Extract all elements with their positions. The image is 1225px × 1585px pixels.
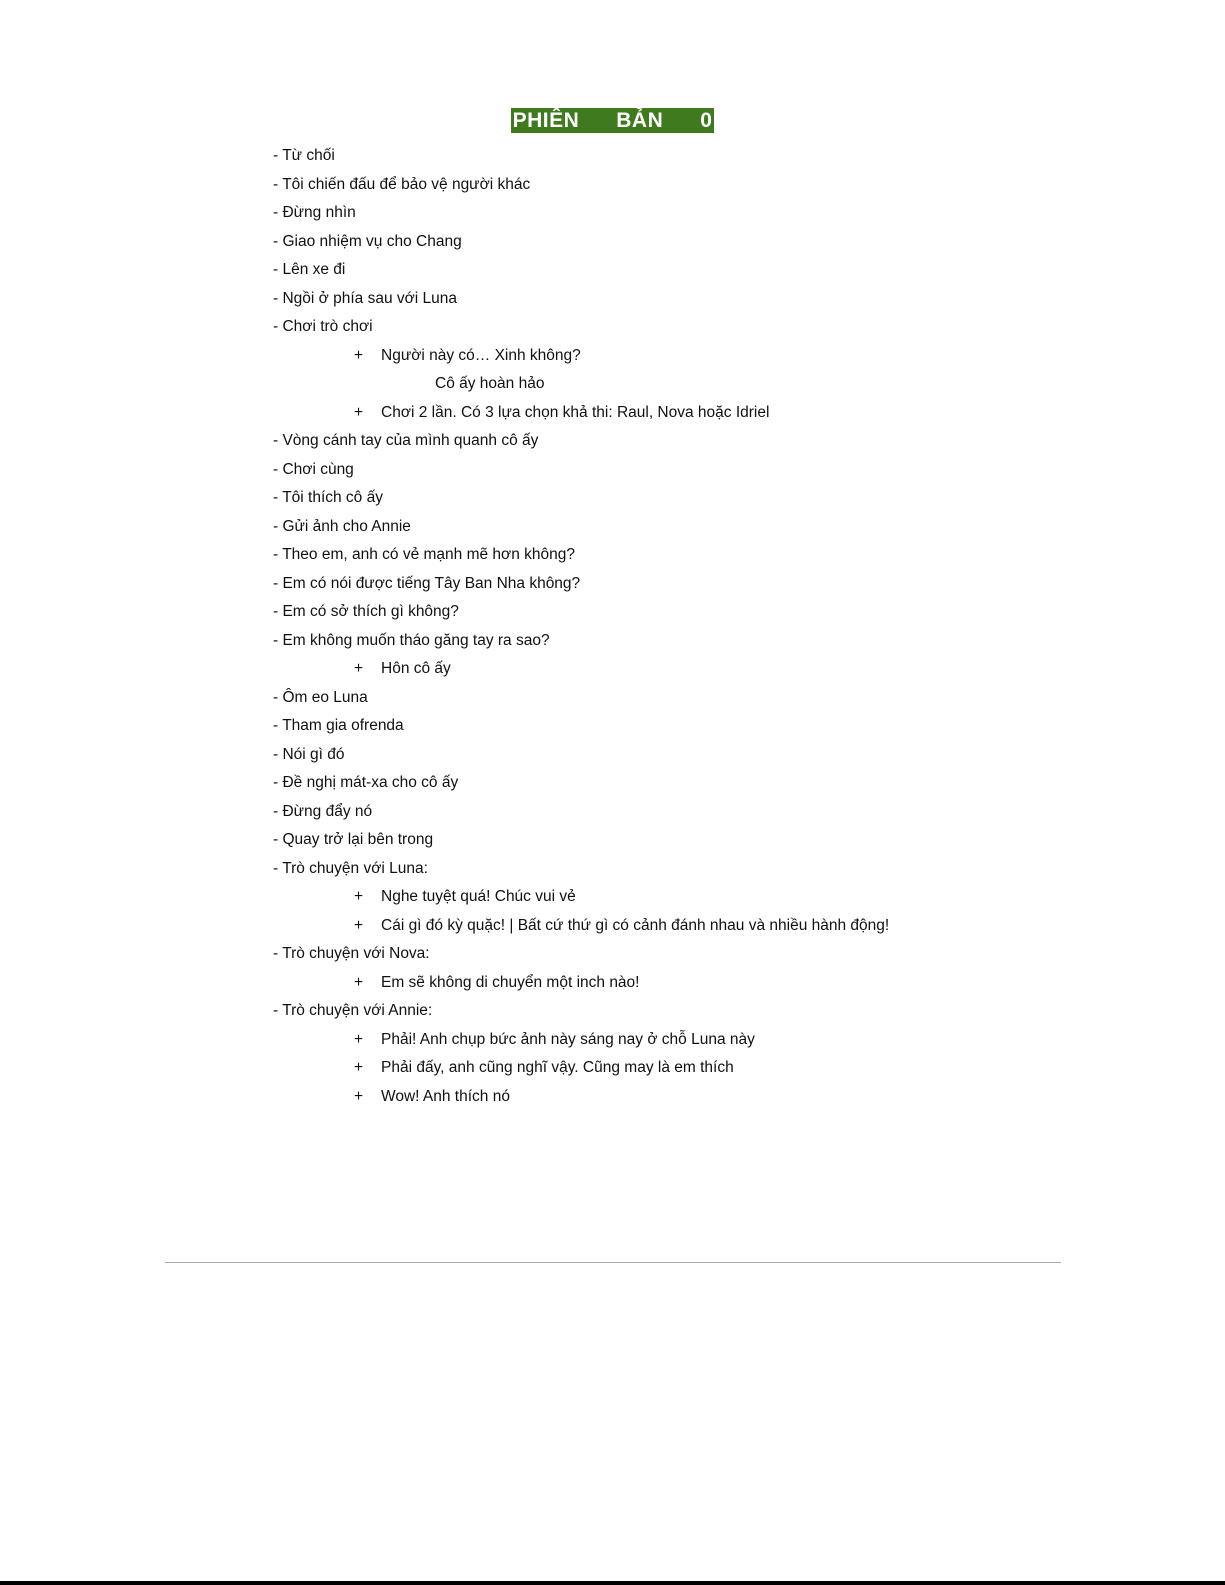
line-text: Phải! Anh chụp bức ảnh này sáng nay ở chỗ Luna này	[381, 1030, 755, 1048]
script-line	[0, 142, 1225, 171]
line-text: Nghe tuyệt quá! Chúc vui vẻ	[381, 888, 576, 905]
line-text: - Gửi ảnh cho Annie	[273, 517, 411, 535]
line-text: - Đề nghị mát-xa cho cô ấy	[273, 774, 459, 791]
line-text: Wow! Anh thích nó	[381, 1087, 510, 1105]
script-note	[0, 370, 1225, 399]
line-text: - Đừng nhìn	[273, 204, 356, 221]
script-line	[0, 285, 1225, 314]
line-text: - Quay trở lại bên trong	[273, 831, 434, 848]
plus-bullet: +	[354, 973, 364, 991]
script-line	[0, 741, 1225, 770]
line-text: - Tham gia ofrenda	[273, 717, 404, 734]
script-subline	[0, 1083, 1225, 1112]
script-line	[0, 627, 1225, 656]
plus-bullet: +	[354, 1059, 364, 1076]
line-text: - Từ chối	[273, 147, 335, 164]
plus-bullet: +	[354, 916, 364, 934]
line-text: Chơi 2 lần. Có 3 lựa chọn khả thi: Raul, Nova hoặc Idriel	[381, 403, 770, 421]
plus-bullet: +	[354, 403, 364, 421]
script-line	[0, 541, 1225, 570]
line-text: - Chơi cùng	[273, 460, 354, 478]
script-subline	[0, 912, 1225, 941]
footer-divider	[165, 1262, 1061, 1263]
script-line	[0, 427, 1225, 456]
line-text: - Tôi thích cô ấy	[273, 489, 383, 506]
line-text: - Ngồi ở phía sau với Luna	[273, 289, 458, 307]
script-subline	[0, 399, 1225, 428]
script-subline	[0, 1026, 1225, 1055]
line-text: Em sẽ không di chuyển một inch nào!	[381, 973, 640, 991]
script-line	[0, 712, 1225, 741]
line-text: - Theo em, anh có vẻ mạnh mẽ hơn không?	[273, 546, 575, 563]
plus-bullet: +	[354, 888, 364, 905]
script-line	[0, 598, 1225, 627]
script-subline	[0, 342, 1225, 371]
script-line	[0, 456, 1225, 485]
line-text: - Em có sở thích gì không?	[273, 603, 459, 620]
script-line	[0, 997, 1225, 1026]
line-text: Cô ấy hoàn hảo	[435, 375, 545, 392]
line-text: - Lên xe đi	[273, 261, 346, 278]
line-text: - Vòng cánh tay của mình quanh cô ấy	[273, 432, 539, 449]
line-text: - Tôi chiến đấu để bảo vệ người khác	[273, 175, 531, 193]
line-text: - Trò chuyện với Luna:	[273, 859, 428, 877]
plus-bullet: +	[354, 346, 364, 364]
line-text: - Đừng đẩy nó	[273, 802, 373, 820]
script-subline	[0, 969, 1225, 998]
page-title: PHIÊN BẢN 0	[512, 109, 713, 132]
script-line	[0, 513, 1225, 542]
line-text: - Giao nhiệm vụ cho Chang	[273, 232, 462, 250]
script-line	[0, 484, 1225, 513]
line-text: Phải đấy, anh cũng nghĩ vậy. Cũng may là em thích	[381, 1059, 734, 1076]
page-bottom-edge	[0, 1581, 1225, 1585]
script-subline	[0, 1054, 1225, 1083]
title-wrap	[0, 108, 1225, 133]
script-line	[0, 798, 1225, 827]
plus-bullet: +	[354, 1030, 364, 1048]
script-subline	[0, 883, 1225, 912]
line-text: - Em không muốn tháo găng tay ra sao?	[273, 631, 550, 649]
line-text: Cái gì đó kỳ quặc! | Bất cứ thứ gì có cảnh đánh nhau và nhiều hành động!	[381, 916, 890, 934]
line-text: - Ôm eo Luna	[273, 688, 368, 706]
script-line	[0, 769, 1225, 798]
script-line	[0, 940, 1225, 969]
line-text: - Trò chuyện với Annie:	[273, 1002, 433, 1019]
line-text: - Trò chuyện với Nova:	[273, 945, 430, 962]
script-lines	[0, 142, 1225, 1111]
line-text: - Nói gì đó	[273, 745, 345, 763]
script-line	[0, 313, 1225, 342]
script-line	[0, 256, 1225, 285]
script-line	[0, 199, 1225, 228]
plus-bullet: +	[354, 1087, 364, 1105]
script-line	[0, 684, 1225, 713]
script-line	[0, 228, 1225, 257]
line-text: - Em có nói được tiếng Tây Ban Nha không?	[273, 574, 581, 592]
script-line	[0, 570, 1225, 599]
script-line	[0, 171, 1225, 200]
script-line	[0, 826, 1225, 855]
line-text: Người này có… Xinh không?	[381, 346, 581, 364]
script-line	[0, 855, 1225, 884]
line-text: - Chơi trò chơi	[273, 318, 373, 335]
line-text: Hôn cô ấy	[381, 660, 451, 677]
script-subline	[0, 655, 1225, 684]
plus-bullet: +	[354, 660, 364, 677]
